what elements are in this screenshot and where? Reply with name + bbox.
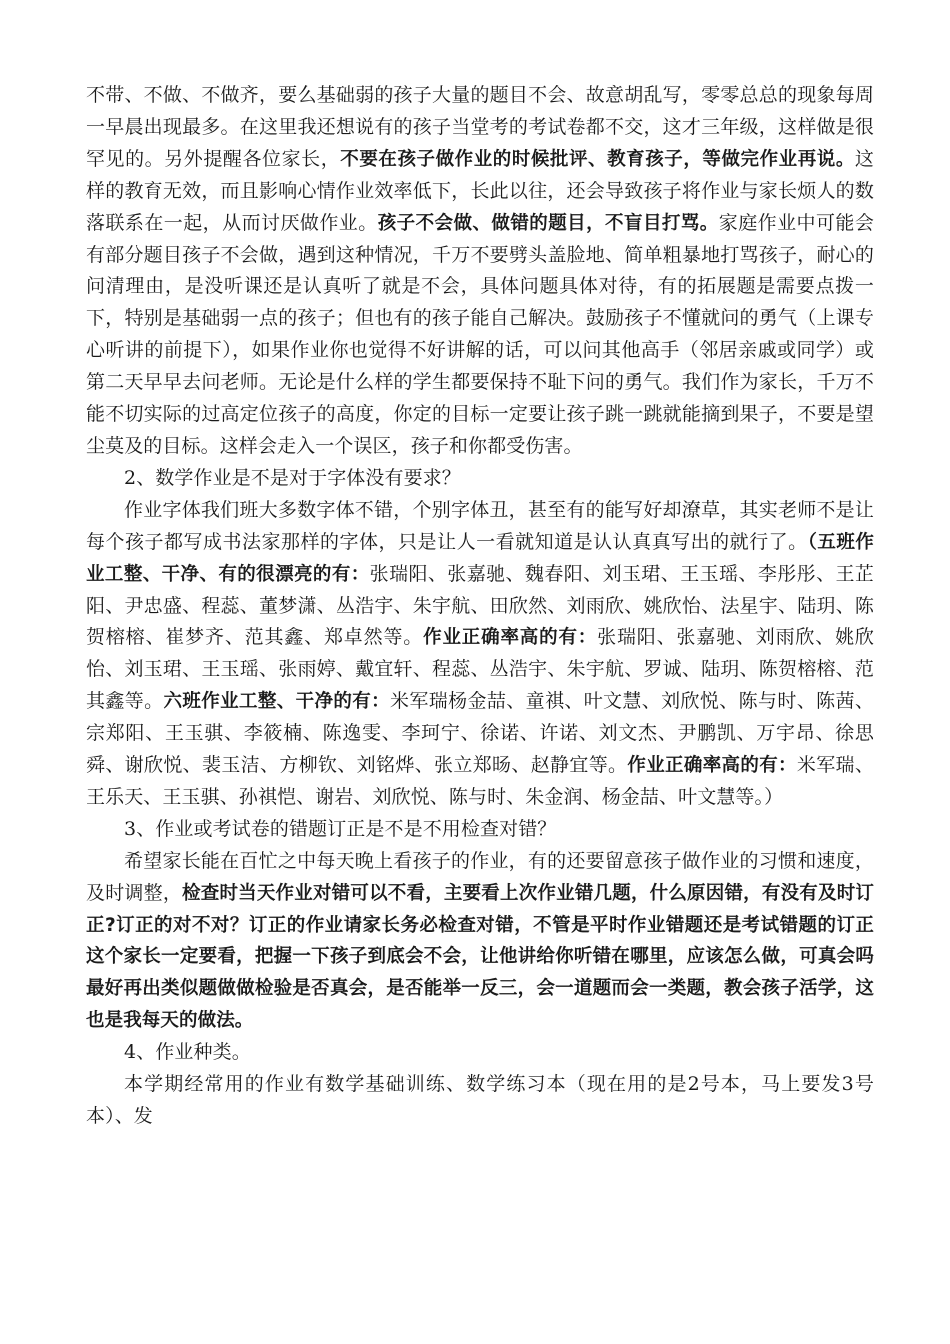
heading-3: 3、作业或考试卷的错题订正是不是不用检查对错？ [124,817,557,840]
paragraph-2-text-4: 米军瑞杨金喆、童祺、叶文慧、刘欣悦、陈与时、陈茜、宗郑阳、王玉骐、李筱楠、陈逸雯、李珂宁、徐诺、许诺、刘文杰、尹鹏凯、万宇昂、徐思舜、谢欣悦、裴玉洁、方柳钦、刘铭烨、张立郑旸、赵静宜等。 [86,690,874,777]
paragraph-1-bold-1: 不要在孩子做作业的时候批评、教育孩子，等做完作业再说。 [340,148,855,170]
paragraph-2-bold-3: 六班作业工整、干净的有： [163,691,390,713]
paragraph-1 [86,80,874,463]
paragraph-1-text-3: 家庭作业中可能会有部分题目孩子不会做，遇到这种情况，千万不要劈头盖脸地、简单粗暴地打骂孩子，耐心的问清理由，是没听课还是认真听了就是不会，具体问题具体对待，有的拓展题是需要点拨一下，特别是基础弱一点的孩子；但也有的孩子能自己解决。鼓励孩子不懂就问的勇气（上课专心听讲的前提下），如果作业你也觉得不好讲解的话，可以问其他高手（邻居亲戚或同学）或第二天早早去问老师。无论是什么样的学生都要保持不耻下问的勇气。我们作为家长，千万不能不切实际的过高定位孩子的高度，你定的目标一定要让孩子跳一跳就能摘到果子，不要是望尘莫及的目标。这样会走入一个误区，孩子和你都受伤害。 [86,211,874,457]
paragraph-1-text-1: 不带、不做、不做齐，要么基础弱的孩子大量的题目不会、故意胡乱写，零零总总的现象每周一早晨出现最多。在这里我还想说有的孩子当堂考的考试卷都不交，这才三年级，这样做是很罕见的。另外提醒各位家长， [86,84,874,170]
paragraph-2-bold-2: 作业正确率高的有： [423,627,598,649]
heading-4: 4、作业种类。 [124,1041,251,1064]
paragraph-4-text-1: 本学期经常用的作业有数学基础训练、数学练习本（现在用的是2号本，马上要发3号本）、发 [86,1073,874,1127]
paragraph-2-bold-1: （五班作业工整、干净、有的很漂亮的有： [86,531,875,585]
paragraph-3-bold-1: 检查时当天作业对错可以不看，主要看上次作业错几题，什么原因错，有没有及时订正?订正的对不对？订正的作业请家长务必检查对错，不管是平时作业错题还是考试错题的订正这个家长一定要看，把握一下孩子到底会不会，让他讲给你听错在哪里，应该怎么做，可真会吗最好再出类似题做做检验是否真会，是否能举一反三，会一道题而会一类题，教会孩子活学，这也是我每天的做法。 [86,882,874,1032]
paragraph-3 [86,846,874,1037]
heading-2: 2、数学作业是不是对于字体没有要求？ [124,466,461,489]
paragraph-1-bold-2: 孩子不会做、做错的题目，不盲目打骂。 [377,212,719,234]
paragraph-2-text-2: 张瑞阳、张嘉驰、魏春阳、刘玉珺、王玉瑶、李彤彤、王芷阳、尹忠盛、程蕊、董梦潇、丛浩宇、朱宇航、田欣然、刘雨欣、姚欣怡、法星宇、陆玥、陈贺榕榕、崔梦齐、范其鑫、郑卓然等。 [86,562,874,649]
paragraph-4 [86,1069,874,1133]
paragraph-2 [86,495,874,814]
paragraph-2-bold-4: 作业正确率高的有： [627,755,797,777]
paragraph-2-text-1: 作业字体我们班大多数字体不错，个别字体丑，甚至有的能写好却潦草，其实老师不是让每个孩子都写成书法家那样的字体，只是让人一看就知道是认认真真写出的就行了。 [86,498,874,553]
paragraph-1-text-2: 这样的教育无效，而且影响心情作业效率低下，长此以往，还会导致孩子将作业与家长烦人的数落联系在一起，从而讨厌做作业。 [86,147,874,234]
paragraph-3-text-1: 希望家长能在百忙之中每天晚上看孩子的作业，有的还要留意孩子做作业的习惯和速度，及时调整， [86,849,874,904]
document-page [86,80,874,1133]
paragraph-2-text-3: 张瑞阳、张嘉驰、刘雨欣、姚欣怡、刘玉珺、王玉瑶、张雨婷、戴宜轩、程蕊、丛浩宇、朱宇航、罗诚、陆玥、陈贺榕榕、范其鑫等。 [86,626,875,713]
paragraph-2-text-5: 米军瑞、王乐天、王玉骐、孙祺恺、谢岩、刘欣悦、陈与时、朱金润、杨金喆、叶文慧等。） [86,754,874,808]
